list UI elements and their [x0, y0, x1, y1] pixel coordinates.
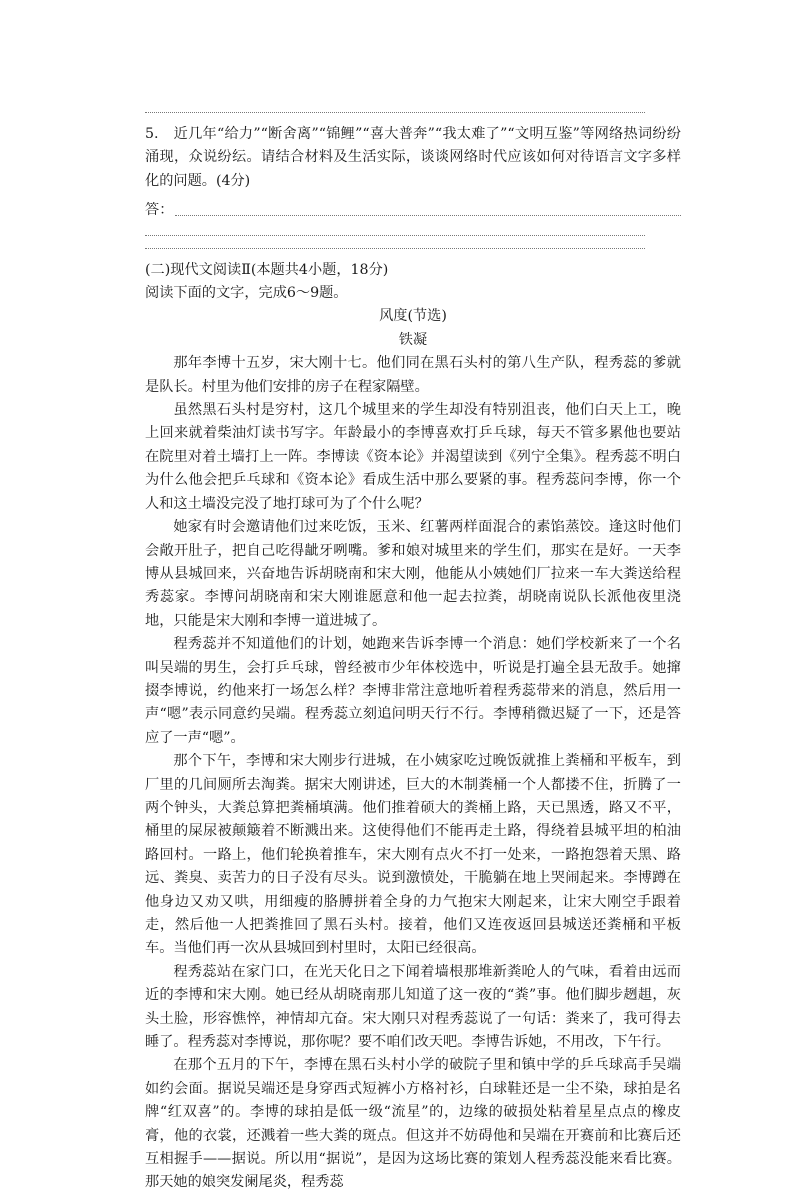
- article-title: 风度(节选): [379, 308, 447, 325]
- paragraph: 程秀蕊并不知道他们的计划，她跑来告诉李博一个消息：她们学校新来了一个名叫吴端的男生，会打乒乓球，曾经被市少年体校选中，听说是打遍全县无敌手。她撺掇李博说，约他来打一场怎么样？李博非常注意地听着程秀蕊带来的消息，然后用一声“嗯”表示同意约吴端。程秀蕊立刻追问明天行不行。李博稍微迟疑了一下，还是答应了一声“嗯”。: [145, 636, 681, 746]
- article-author: 铁凝: [398, 331, 428, 348]
- question-text: 近几年“给力”“断舍离”“锦鲤”“喜大普奔”“我太难了”“文明互鉴”等网络热词纷纷涌现，众说纷纭。请结合材料及生活实际，谈谈网络时代应该如何对待语言文字多样化的问题。(4分): [145, 126, 681, 189]
- paragraph: 在那个五月的下午，李博在黑石头村小学的破院子里和镇中学的乒乓球高手吴端如约会面。据说吴端还是身穿西式短裤小方格衬衫，白球鞋还是一尘不染，球拍是名牌“红双喜”的。李博的球拍是低一级“流星”的，边缘的破损处粘着星星点点的橡皮膏，他的衣裳，还溅着一些大粪的斑点。但这并不妨碍他和吴端在开赛前和比赛后还互相握手——据说。所以用“据说”，是因为这场比赛的策划人程秀蕊没能来看比赛。那天她的娘突发阑尾炎，程秀蕊: [145, 1057, 681, 1191]
- answer-area: [145, 199, 681, 222]
- paragraph: 那年李博十五岁，宋大刚十七。他们同在黑石头村的第八生产队，程秀蕊的爹就是队长。村里为他们安排的房子在程家隔壁。: [145, 355, 681, 395]
- paragraph: 程秀蕊站在家门口，在光天化日之下闻着墙根那堆新粪呛人的气味，看着由远而近的李博和宋大刚。她已经从胡晓南那儿知道了这一夜的“粪”事。他们脚步趔趄，灰头土脸，形容憔悴，神情却亢奋。宋大刚只对程秀蕊说了一句话：粪来了，我可得去睡了。程秀蕊对李博说，那你呢？要不咱们改天吧。李博告诉她，不用改，下午行。: [145, 963, 681, 1051]
- answer-line: [175, 214, 681, 216]
- paragraph: 那个下午，李博和宋大刚步行进城，在小姨家吃过晚饭就推上粪桶和平板车，到厂里的几间厕所去淘粪。据宋大刚讲述，巨大的木制粪桶一个人都搂不住，折腾了一两个钟头，大粪总算把粪桶填满。他们推着硕大的粪桶上路，天已黑透，路又不平，桶里的屎尿被颠簸着不断溅出来。这使得他们不能再走土路，得绕着县城平坦的柏油路回村。一路上，他们轮换着推车，宋大刚有点火不打一处来，一路抱怨着天黑、路远、粪臭、卖苦力的日子没有尽头。说到激愤处，干脆躺在地上哭闹起来。李博蹲在他身边又劝又哄，用细瘦的胳膊拼着全身的力气抱宋大刚起来，让宋大刚空手跟着走，然后他一人把粪推回了黑石头村。接着，他们又连夜返回县城送还粪桶和平板车。当他们再一次从县城回到村里时，太阳已经很高。: [145, 753, 681, 957]
- section-heading: (二)现代文阅读Ⅱ(本题共4小题，18分): [145, 261, 389, 278]
- section-instruction: 阅读下面的文字，完成6～9题。: [145, 285, 348, 302]
- answer-line: [145, 234, 645, 236]
- question-5: [145, 123, 681, 193]
- answer-line: [145, 111, 645, 113]
- document-page: [145, 100, 681, 1195]
- paragraph: 她家有时会邀请他们过来吃饭，玉米、红薯两样面混合的素馅蒸饺。逢这时他们会敞开肚子，把自己吃得龇牙咧嘴。爹和娘对城里来的学生们，那实在是好。一天李博从县城回来，兴奋地告诉胡晓南和宋大刚，他能从小姨她们厂拉来一车大粪送给程秀蕊家。李博问胡晓南和宋大刚谁愿意和他一起去拉粪，胡晓南说队长派他夜里浇地，只能是宋大刚和李博一道进城了。: [145, 519, 681, 629]
- question-number: 5.: [145, 126, 159, 142]
- answer-label: 答：: [145, 202, 174, 219]
- paragraph: 虽然黑石头村是穷村，这几个城里来的学生却没有特别沮丧，他们白天上工，晚上回来就着柴油灯读书写字。年龄最小的李博喜欢打乒乓球，每天不管多累他也要站在院里对着土墙打上一阵。李博读《资本论》并渴望读到《列宁全集》。程秀蕊不明白为什么他会把乒乓球和《资本论》看成生活中那么要紧的事。程秀蕊问李博，你一个人和这土墙没完没了地打球可为了个什么呢？: [145, 402, 681, 512]
- answer-line: [145, 247, 645, 249]
